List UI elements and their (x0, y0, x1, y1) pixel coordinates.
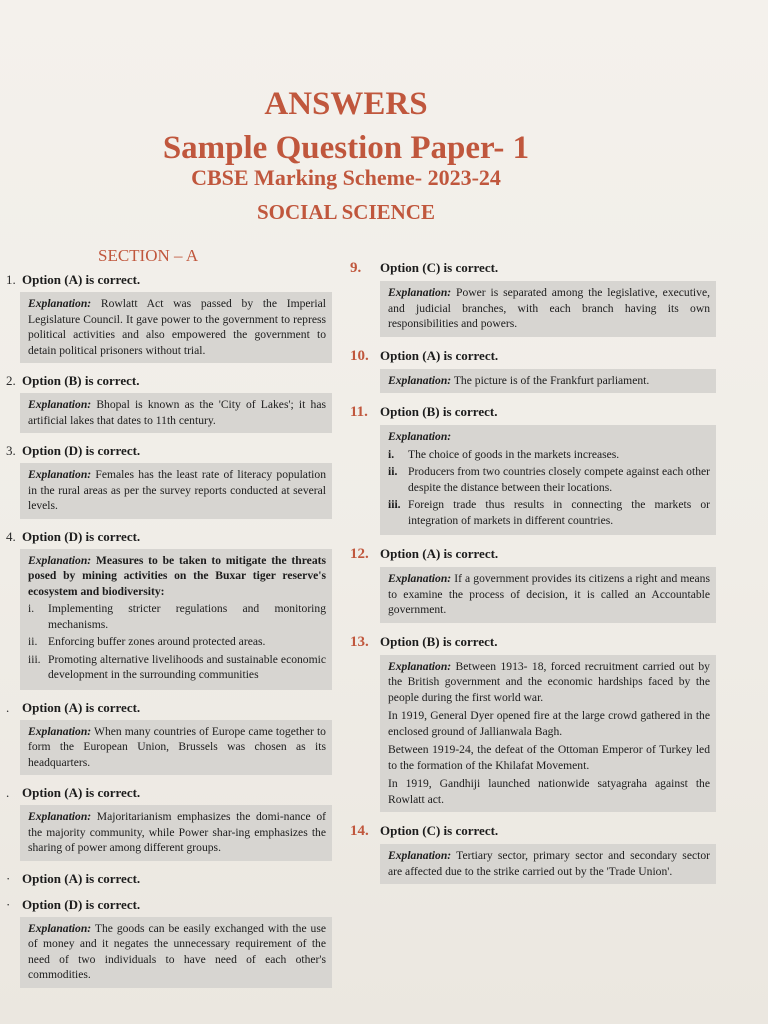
explanation-label: Explanation: (28, 297, 92, 310)
marking-scheme: CBSE Marking Scheme- 2023-24 (191, 165, 501, 190)
roman-numeral: iii. (28, 652, 41, 666)
point-text: Implementing stricter regulations and monitoring mechanisms. (48, 602, 326, 631)
question-number: . (6, 699, 10, 715)
explanation-text: Majoritarianism emphasizes the domi-nance of the majority community, while Power shar-ing emphasizes the sharing of power among different groups. (28, 810, 326, 854)
explanation-text: Rowlatt Act was passed by the Imperial Legislature Council. It gave power to the government to repress political activities and also empowered the government to detain political prisoners without trial. (28, 297, 326, 357)
explanation-text: The goods can be easily exchanged with the use of money and it negates the unnecessary requirement of the need of two individuals to have need of each other's commodities. (28, 921, 326, 981)
explanation-label: Explanation: (388, 849, 452, 862)
roman-numeral: ii. (28, 635, 38, 648)
section-heading: SECTION – A (98, 246, 199, 265)
answer-option: Option (A) is correct. (380, 546, 499, 561)
list-item (388, 497, 710, 528)
explanation-label: Explanation: (388, 572, 452, 585)
explanation-label: Explanation: (28, 398, 92, 411)
explanation-box (20, 720, 332, 776)
explanation-box (20, 549, 332, 690)
explanation-box (380, 567, 716, 623)
explanation-label: Explanation: (28, 553, 92, 567)
point-text: Producers from two countries closely compete against each other despite the distance between their locations. (408, 465, 710, 494)
answer-item (350, 823, 716, 884)
answer-option: Option (D) is correct. (22, 443, 141, 458)
answer-option: Option (D) is correct. (22, 896, 141, 912)
explanation-text: Bhopal is known as the 'City of Lakes'; it has artificial lakes that dates to 11th century. (28, 398, 326, 427)
explanation-text: Females has the least rate of literacy population in the rural areas as per the survey reports conducted at several levels. (28, 468, 326, 512)
answer-option: Option (A) is correct. (22, 699, 141, 715)
explanation-text: If a government provides its citizens a right and means to examine the process of decision, it is called an Accountable government. (388, 572, 710, 616)
list-item (28, 601, 326, 632)
question-number: · (6, 896, 11, 912)
answer-item (6, 871, 332, 887)
answer-item (350, 404, 716, 535)
answer-item (6, 700, 332, 776)
question-number: 12. (350, 546, 369, 562)
question-number: 11. (350, 404, 368, 420)
explanation-text: Tertiary sector, primary sector and secondary sector are affected due to the strike carried out by the 'Trade Union'. (388, 849, 710, 878)
explanation-box (20, 463, 332, 519)
answer-option: Option (C) is correct. (380, 823, 499, 838)
explanation-paragraph: In 1919, General Dyer opened fire at the large crowd gathered in the enclosed ground of Jallianwala Bagh. (388, 709, 710, 738)
subject-title: SOCIAL SCIENCE (257, 200, 435, 224)
answer-option: Option (A) is correct. (22, 785, 141, 800)
explanation-label: Explanation: (28, 724, 92, 738)
answer-item (6, 785, 332, 861)
answer-option: Option (D) is correct. (22, 528, 141, 544)
answer-item (6, 272, 332, 363)
explanation-label: Explanation: (388, 430, 452, 443)
explanation-label: Explanation: (28, 468, 92, 481)
list-item (388, 464, 710, 495)
explanation-label: Explanation: (388, 373, 452, 387)
answer-option: Option (B) is correct. (380, 633, 498, 649)
explanation-box (20, 393, 332, 433)
explanation-box (380, 655, 716, 813)
answer-item (6, 897, 332, 988)
question-number: 10. (350, 347, 369, 364)
roman-numeral: i. (388, 447, 395, 461)
point-text: Foreign trade thus results in connecting the markets or integration of markets in different countries. (408, 498, 710, 527)
question-number: 4. (6, 528, 16, 544)
explanation-text: When many countries of Europe came together to form the European Union, Brussels was chosen as its headquarters. (28, 724, 326, 769)
explanation-paragraph (388, 659, 710, 706)
point-text: The choice of goods in the markets increases. (408, 447, 620, 461)
points-list (28, 601, 326, 683)
roman-numeral: iii. (388, 498, 401, 511)
right-column (350, 260, 716, 895)
question-number: 1. (6, 272, 16, 287)
point-text: Promoting alternative livelihoods and sustainable economic development in the surrounding communities (48, 652, 326, 681)
explanation-box (380, 281, 716, 337)
explanation-text: Measures to be taken to mitigate the threats posed by mining activities on the Buxar tiger reserve's ecosystem and biodiversity: (28, 553, 326, 598)
explanation-box (380, 425, 716, 535)
explanation-text: The picture is of the Frankfurt parliament. (453, 373, 650, 387)
question-number: · (6, 870, 11, 886)
question-number: 14. (350, 823, 369, 839)
answer-item (6, 443, 332, 519)
point-text: Enforcing buffer zones around protected areas. (48, 635, 266, 648)
list-item (388, 447, 710, 463)
answer-item (6, 529, 332, 690)
points-list (388, 447, 710, 529)
roman-numeral: ii. (388, 465, 398, 478)
explanation-box (20, 292, 332, 363)
explanation-text: Between 1913- 18, forced recruitment carried out by the British government and the economic hardships faced by the people during the first world war. (388, 659, 710, 704)
question-number: 9. (350, 260, 362, 276)
answer-item (350, 546, 716, 623)
explanation-box (380, 369, 716, 394)
explanation-label: Explanation: (28, 921, 92, 935)
answer-item (350, 260, 716, 337)
question-number: 2. (6, 373, 16, 388)
answer-option: Option (A) is correct. (22, 870, 141, 886)
explanation-label: Explanation: (388, 286, 452, 299)
answer-item (6, 373, 332, 433)
roman-numeral: i. (28, 602, 35, 615)
left-column (6, 272, 332, 998)
explanation-paragraph: In 1919, Gandhiji launched nationwide satyagraha against the Rowlatt act. (388, 777, 710, 806)
explanation-paragraph: Between 1919-24, the defeat of the Ottoman Emperor of Turkey led to the formation of the Khilafat Movement. (388, 743, 710, 772)
question-number: . (6, 785, 10, 800)
question-number: 13. (350, 633, 369, 650)
answer-option: Option (C) is correct. (380, 260, 499, 275)
answer-item (350, 634, 716, 813)
explanation-text: Power is separated among the legislative, executive, and judicial branches, with each branch having its own responsibilities and powers. (388, 286, 710, 330)
explanation-box (20, 917, 332, 988)
explanation-label: Explanation: (28, 810, 92, 823)
answer-option: Option (A) is correct. (380, 347, 499, 363)
answer-item (350, 348, 716, 394)
explanation-box (380, 844, 716, 884)
list-item (28, 634, 326, 650)
answer-option: Option (B) is correct. (22, 373, 140, 388)
list-item (28, 652, 326, 683)
answer-option: Option (B) is correct. (380, 404, 498, 419)
explanation-label: Explanation: (388, 659, 452, 673)
answer-option: Option (A) is correct. (22, 272, 141, 287)
explanation-box (20, 805, 332, 861)
paper-title: Sample Question Paper- 1 (162, 130, 530, 166)
question-number: 3. (6, 443, 16, 458)
page-title: ANSWERS (264, 86, 428, 122)
